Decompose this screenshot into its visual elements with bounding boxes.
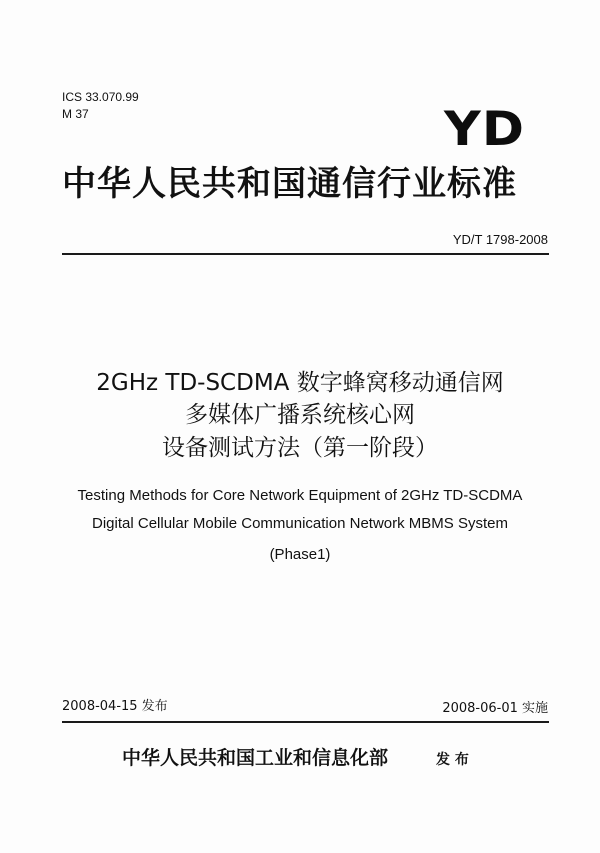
document-number: YD/T 1798-2008 <box>452 232 548 247</box>
standard-title: 中华人民共和国通信行业标准 <box>62 164 517 204</box>
publish-label: 发 布 <box>436 752 469 768</box>
chinese-title-line-2: 多媒体广播系统核心网 <box>185 402 415 428</box>
footer-divider <box>62 721 549 723</box>
implementation-date: 2008-06-01 实施 <box>442 701 548 716</box>
chinese-title-line-1: 2GHz TD-SCDMA 数字蜂窝移动通信网 <box>96 370 504 396</box>
yd-logo: YD <box>444 102 526 157</box>
ics-code: ICS 33.070.99 <box>62 90 139 104</box>
issue-date: 2008-04-15 发布 <box>62 699 168 714</box>
category-code: M 37 <box>62 107 89 121</box>
english-title-line-2: Digital Cellular Mobile Communication Network MBMS System <box>92 515 508 532</box>
english-title-line-3: (Phase1) <box>269 546 331 563</box>
publisher-name: 中华人民共和国工业和信息化部 <box>122 747 389 769</box>
english-title-line-1: Testing Methods for Core Network Equipment of 2GHz TD-SCDMA <box>77 487 523 504</box>
chinese-title-line-3: 设备测试方法（第一阶段） <box>162 435 438 461</box>
header-divider <box>62 253 549 255</box>
